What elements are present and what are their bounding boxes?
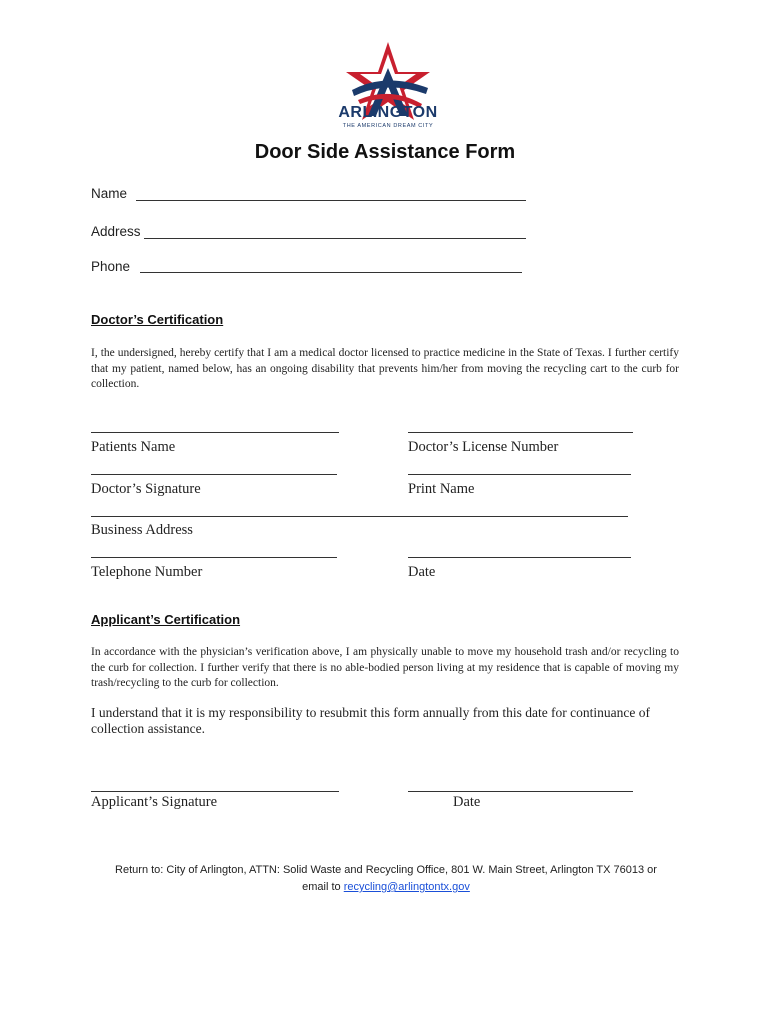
doctor-certification-heading: Doctor’s Certification <box>91 312 224 327</box>
patients-name-label: Patients Name <box>91 439 176 455</box>
applicant-date-label: Date <box>453 794 481 810</box>
print-name-field[interactable] <box>408 474 631 475</box>
telephone-field[interactable] <box>91 557 337 558</box>
applicant-signature-label: Applicant’s Signature <box>91 794 218 810</box>
applicant-certification-heading: Applicant’s Certification <box>91 612 241 627</box>
license-number-label: Doctor’s License Number <box>408 439 559 455</box>
phone-field[interactable] <box>140 272 522 273</box>
doctor-signature-field[interactable] <box>91 474 337 475</box>
return-address-footer <box>80 862 692 896</box>
phone-label: Phone <box>91 259 131 274</box>
doctor-certification-text: I, the undersigned, hereby certify that I am a medical doctor licensed to practice medicine in the State of Texas. I further certify that my patient, named below, has an ongoing disability that prevents him/her from moving the recycling cart to the curb for collection. <box>91 347 679 390</box>
logo-wordmark: ARLINGTON <box>338 104 438 121</box>
name-field[interactable] <box>136 200 526 201</box>
email-prefix: email to <box>302 881 341 893</box>
logo-tagline: THE AMERICAN DREAM CITY <box>342 123 434 129</box>
name-label: Name <box>91 186 128 201</box>
email-link[interactable]: recycling@arlingtontx.gov <box>343 881 470 893</box>
email-line <box>80 879 692 896</box>
responsibility-statement: I understand that it is my responsibility to resubmit this form annually from this date for continuance of collection assistance. <box>91 705 651 736</box>
applicant-certification-text: In accordance with the physician’s verification above, I am physically unable to move my household trash and/or recycling to the curb for collection. I further verify that there is no able-bodied person living at my residence that is capable of moving my trash/recycling to the curb for collection. <box>91 646 679 689</box>
license-number-field[interactable] <box>408 432 633 433</box>
address-field[interactable] <box>144 238 526 239</box>
telephone-label: Telephone Number <box>91 564 203 580</box>
doctor-signature-label: Doctor’s Signature <box>91 481 201 497</box>
applicant-date-field[interactable] <box>408 791 633 792</box>
form-title: Door Side Assistance Form <box>254 141 516 163</box>
print-name-label: Print Name <box>408 481 475 497</box>
doctor-date-label: Date <box>408 564 436 580</box>
applicant-signature-field[interactable] <box>91 791 339 792</box>
patients-name-field[interactable] <box>91 432 339 433</box>
business-address-label: Business Address <box>91 522 193 538</box>
doctor-date-field[interactable] <box>408 557 631 558</box>
business-address-field[interactable] <box>91 516 628 517</box>
address-label: Address <box>91 224 141 239</box>
return-line: Return to: City of Arlington, ATTN: Solid Waste and Recycling Office, 801 W. Main Street, Arlington TX 76013 or <box>115 864 657 876</box>
